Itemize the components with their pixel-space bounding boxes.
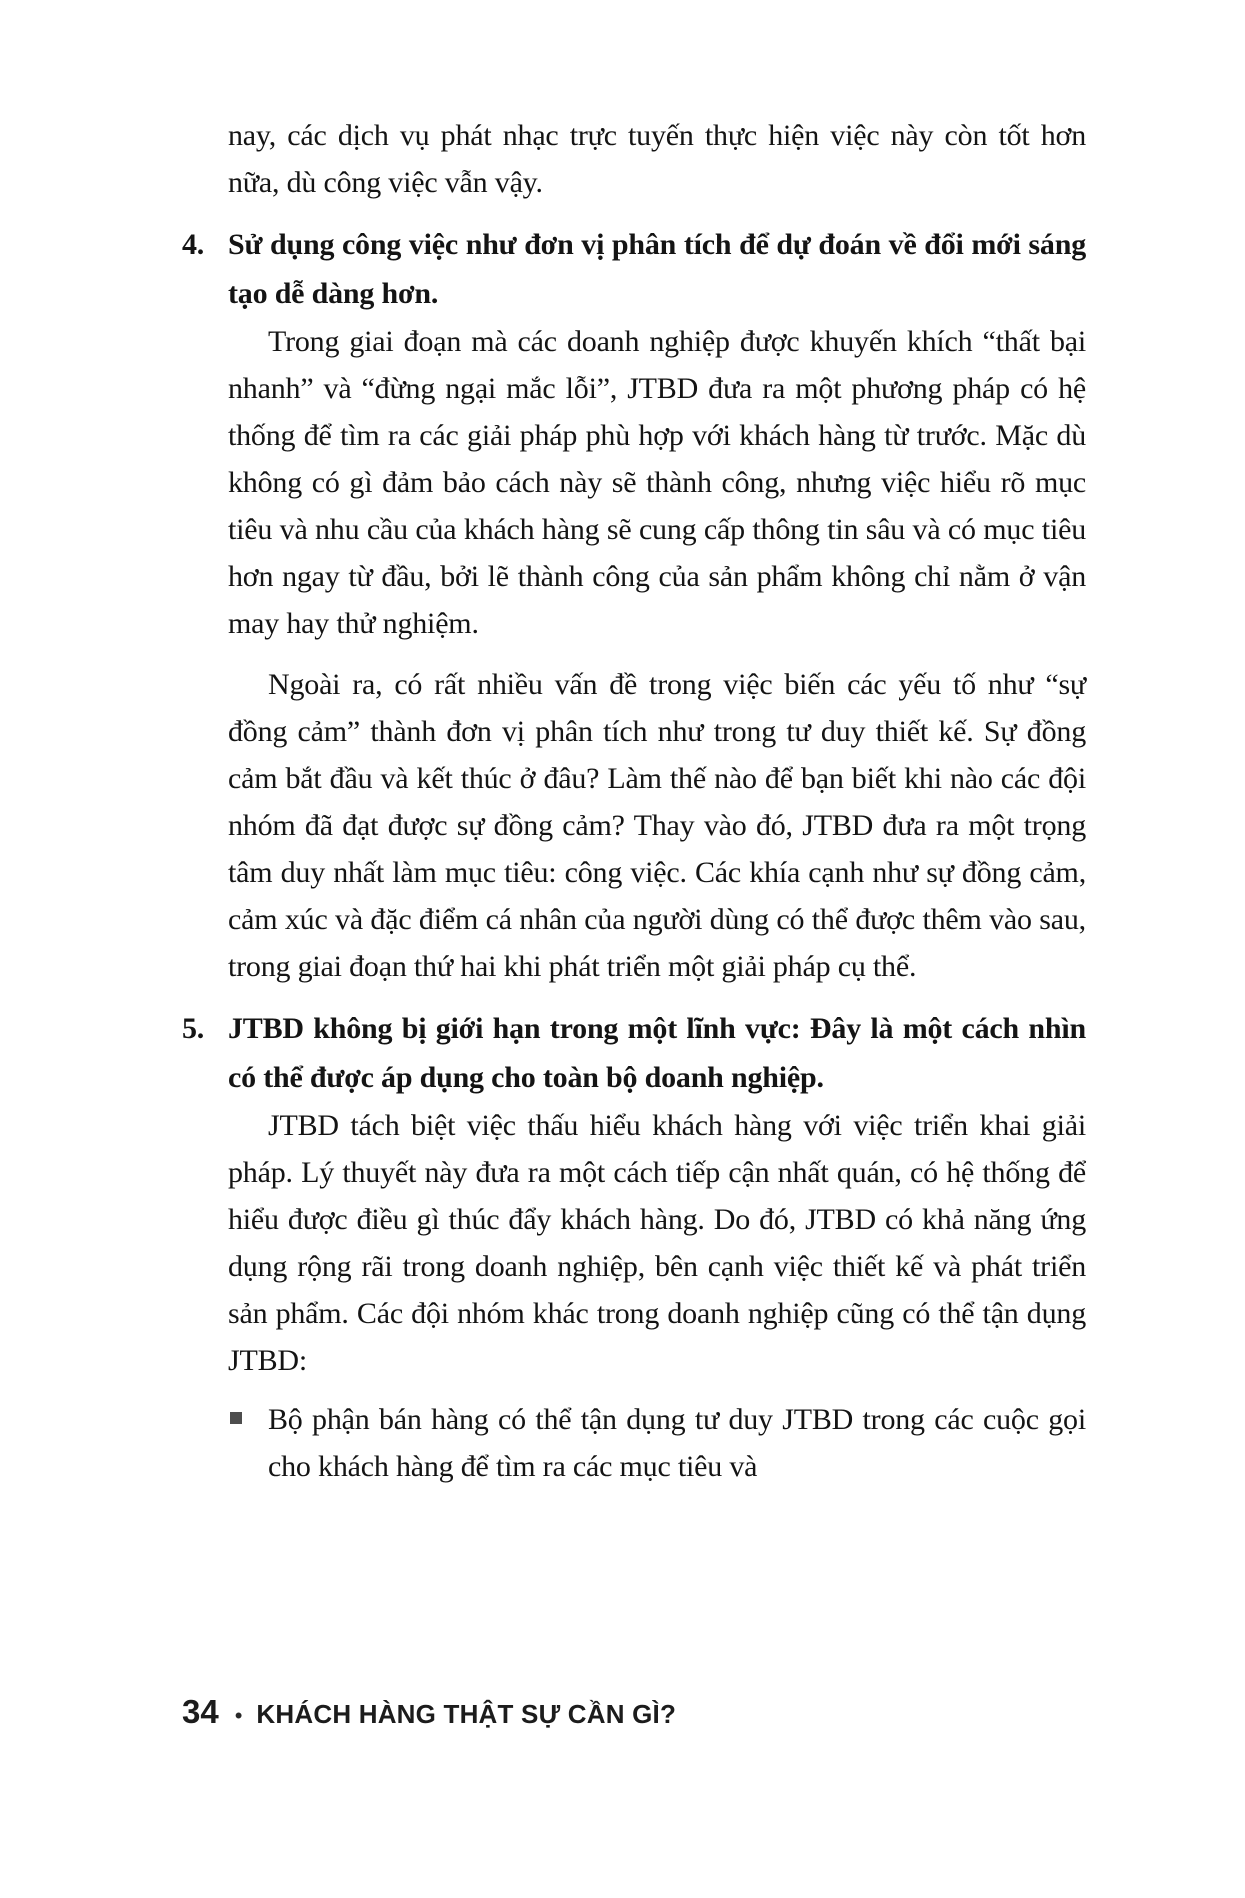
- page-footer: [182, 1693, 676, 1731]
- page-number: 34: [182, 1693, 219, 1730]
- section-number: 4.: [182, 228, 205, 261]
- section-heading: [182, 1004, 1086, 1102]
- paragraph: JTBD tách biệt việc thấu hiểu khách hàng với việc triển khai giải pháp. Lý thuyết này đưa ra một cách tiếp cận nhất quán, có hệ thống để hiểu được điều gì thúc đẩy khách hàng. Do đó, JTBD có khả năng ứng dụng rộng rãi trong doanh nghiệp, bên cạnh việc thiết kế và phát triển sản phẩm. Các đội nhóm khác trong doanh nghiệp cũng có thể tận dụng JTBD:: [228, 1109, 1086, 1377]
- book-title: KHÁCH HÀNG THẬT SỰ CẦN GÌ?: [256, 1699, 677, 1729]
- square-bullet-icon: [230, 1412, 242, 1424]
- section-heading: [182, 220, 1086, 318]
- paragraph: Ngoài ra, có rất nhiều vấn đề trong việc biến các yếu tố như “sự đồng cảm” thành đơn vị phân tích như trong tư duy thiết kế. Sự đồng cảm bắt đầu và kết thúc ở đâu? Làm thế nào để bạn biết khi nào các đội nhóm đã đạt được sự đồng cảm? Thay vào đó, JTBD đưa ra một trọng tâm duy nhất làm mục tiêu: công việc. Các khía cạnh như sự đồng cảm, cảm xúc và đặc điểm cá nhân của người dùng có thể được thêm vào sau, trong giai đoạn thứ hai khi phát triển một giải pháp cụ thể.: [228, 668, 1086, 983]
- paragraph-continuation: nay, các dịch vụ phát nhạc trực tuyến thực hiện việc này còn tốt hơn nữa, dù công việc vẫn vậy.: [228, 119, 1086, 199]
- section-4: [182, 220, 1086, 990]
- section-5: [182, 1004, 1086, 1490]
- section-number: 5.: [182, 1012, 205, 1045]
- section-heading-text: JTBD không bị giới hạn trong một lĩnh vực: Đây là một cách nhìn có thể được áp dụng cho toàn bộ doanh nghiệp.: [228, 1012, 1086, 1094]
- text-block: [182, 112, 1086, 1490]
- dot-separator-icon: •: [234, 1703, 243, 1728]
- list-item: [268, 1396, 1086, 1490]
- bullet-list: [228, 1396, 1086, 1490]
- paragraph: Trong giai đoạn mà các doanh nghiệp được khuyến khích “thất bại nhanh” và “đừng ngại mắc lỗi”, JTBD đưa ra một phương pháp có hệ thống để tìm ra các giải pháp phù hợp với khách hàng từ trước. Mặc dù không có gì đảm bảo cách này sẽ thành công, nhưng việc hiểu rõ mục tiêu và nhu cầu của khách hàng sẽ cung cấp thông tin sâu và có mục tiêu hơn ngay từ đầu, bởi lẽ thành công của sản phẩm không chỉ nằm ở vận may hay thử nghiệm.: [228, 325, 1086, 640]
- section-heading-text: Sử dụng công việc như đơn vị phân tích để dự đoán về đổi mới sáng tạo dễ dàng hơn.: [228, 228, 1086, 310]
- list-item-text: Bộ phận bán hàng có thể tận dụng tư duy JTBD trong các cuộc gọi cho khách hàng để tìm ra các mục tiêu và: [268, 1403, 1086, 1483]
